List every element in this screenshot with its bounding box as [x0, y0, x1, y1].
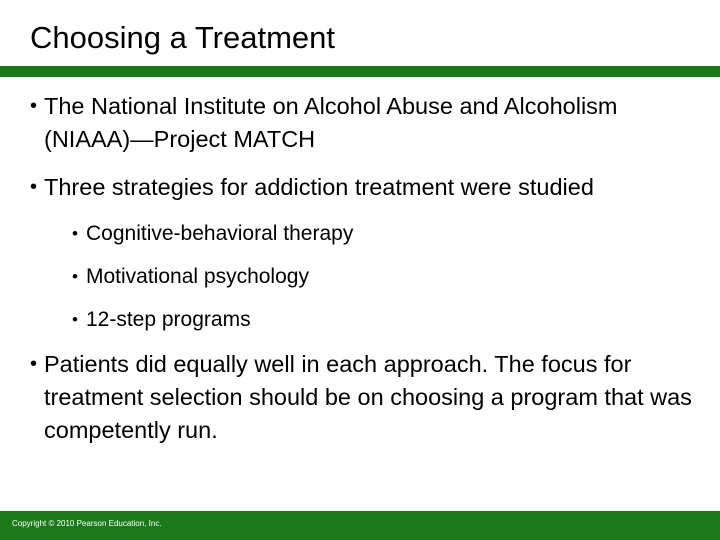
sub-bullet-text: 12-step programs: [86, 308, 251, 331]
footer-bar: [0, 511, 720, 540]
bullet-dot-icon: •: [30, 95, 38, 117]
sub-bullet-item: [30, 262, 700, 292]
bullet-text: Patients did equally well in each approach. The focus for treatment selection should be on choosing a program that was competently run.: [44, 351, 692, 443]
bullet-dot-icon: •: [30, 176, 38, 198]
slide-title: Choosing a Treatment: [30, 20, 336, 55]
sub-bullet-group: [30, 219, 700, 335]
bullet-dot-icon: •: [30, 353, 38, 375]
sub-bullet-item: [30, 305, 700, 335]
sub-bullet-list: [30, 219, 700, 335]
title-divider: [0, 66, 720, 77]
sub-bullet-dot-icon: •: [72, 267, 78, 286]
bullet-list: [30, 90, 700, 462]
bullet-item: [30, 171, 700, 204]
sub-bullet-text: Cognitive-behavioral therapy: [86, 222, 354, 245]
sub-bullet-dot-icon: •: [72, 224, 78, 243]
copyright-text: Copyright © 2010 Pearson Education, Inc.: [12, 519, 162, 528]
bullet-text: The National Institute on Alcohol Abuse and Alcoholism (NIAAA)—Project MATCH: [44, 93, 618, 152]
sub-bullet-dot-icon: •: [72, 310, 78, 329]
bullet-item: [30, 348, 700, 447]
sub-bullet-text: Motivational psychology: [86, 265, 309, 288]
bullet-item: [30, 90, 700, 156]
bullet-text: Three strategies for addiction treatment were studied: [44, 174, 594, 200]
sub-bullet-item: [30, 219, 700, 249]
